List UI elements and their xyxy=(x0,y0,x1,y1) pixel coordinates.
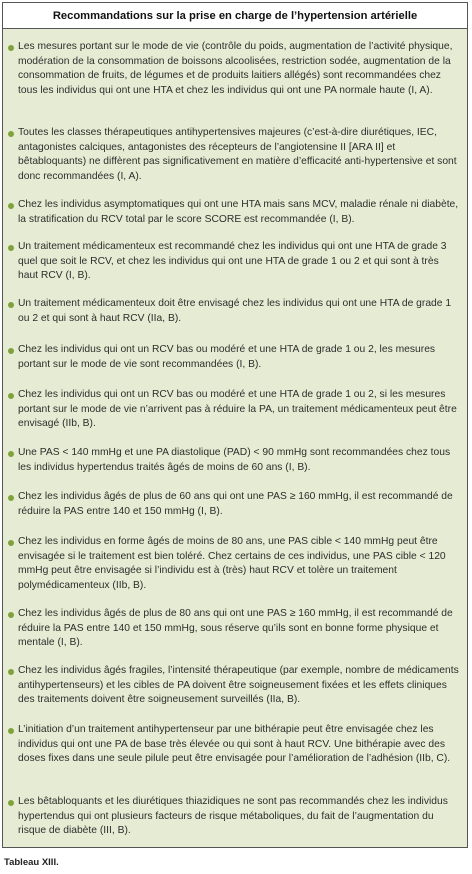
bullet-icon xyxy=(8,669,14,675)
list-item-text: Chez les individus asymptomatiques qui ont une HTA mais sans MCV, maladie rénale ni diabète, la stratification du RCV total par le score SCORE est recommandée (I, B). xyxy=(18,199,459,225)
bullet-icon xyxy=(8,495,14,501)
list-item xyxy=(8,490,459,519)
list-item-text: Chez les individus âgés fragiles, l’intensité thérapeutique (par exemple, nombre de médicaments antihypertenseurs) et les cibles de PA doivent être soigneusement fixées et les effets cliniques des traitements doivent être soigneusement surveillés (IIa, B). xyxy=(18,665,459,706)
list-item-text: Chez les individus qui ont un RCV bas ou modéré et une HTA de grade 1 ou 2, si les mesures portant sur le mode de vie n’arrivent pas à réduire la PA, un traitement médicamenteux peut être envisagé (IIb, B). xyxy=(18,389,457,430)
list-item xyxy=(8,343,459,372)
bullet-icon xyxy=(8,302,14,308)
bullet-icon xyxy=(8,45,14,51)
list-item xyxy=(8,126,459,184)
bullet-icon xyxy=(8,728,14,734)
bullet-icon xyxy=(8,203,14,209)
bullet-icon xyxy=(8,245,14,251)
list-item xyxy=(8,198,459,227)
list-item-text: Une PAS < 140 mmHg et une PA diastolique (PAD) < 90 mmHg sont recommandées chez tous les individus hypertendus traités âgés de moins de 60 ans (I, B). xyxy=(18,447,451,473)
list-item-text: Toutes les classes thérapeutiques antihypertensives majeures (c’est-à-dire diurétiques, IEC, antagonistes calciques, antagonistes des récepteurs de l’angiotensine II [ARA II] et bêtabloquants) ne diffèrent pas significativement en matière d’efficacité anti-hypertensive et sont donc recommandées (I, A). xyxy=(18,127,457,182)
list-item-text: Un traitement médicamenteux est recommandé chez les individus qui ont une HTA de grade 3 quel que soit le RCV, et chez les individus qui ont une HTA de grade 1 ou 2 et qui sont à très haut RCV (I, B). xyxy=(18,241,447,282)
list-item xyxy=(8,297,459,326)
bullet-icon xyxy=(8,800,14,806)
list-item-text: Chez les individus âgés de plus de 60 ans qui ont une PAS ≥ 160 mmHg, il est recommandé de réduire la PAS entre 140 et 150 mmHg (I, B). xyxy=(18,491,453,517)
recommendations-table xyxy=(2,2,468,848)
list-item-text: Chez les individus qui ont un RCV bas ou modéré et une HTA de grade 1 ou 2, les mesures portant sur le mode de vie sont recommandées (I, B). xyxy=(18,344,436,370)
bullet-icon xyxy=(8,393,14,399)
list-item xyxy=(8,723,459,767)
bullet-icon xyxy=(8,451,14,457)
list-item-text: L’initiation d’un traitement antihypertenseur par une bithérapie peut être envisagée chez les individus qui ont une PA de base très élevée ou qui sont à haut RCV. Une bithérapie avec des doses fixes dans une seule pilule peut être envisagée pour l’amélioration de l’adhésion (IIb, C). xyxy=(18,724,451,765)
list-item xyxy=(8,388,459,432)
list-item xyxy=(8,240,459,284)
list-item-text: Les mesures portant sur le mode de vie (contrôle du poids, augmentation de l’activité physique, modération de la consommation de boissons alcoolisées, restriction sodée, augmentation de la consommation de fruits, de légumes et de produits laitiers allégés) sont recommandées chez tous les individus qui ont une HTA et chez les individus qui ont une PA normale haute (I, A). xyxy=(18,41,453,96)
bullet-icon xyxy=(8,612,14,618)
list-item-text: Chez les individus âgés de plus de 80 ans qui ont une PAS ≥ 160 mmHg, il est recommandé de réduire la PAS entre 140 et 150 mmHg, sous réserve qu’ils sont en bonne forme physique et mentale (I, B). xyxy=(18,608,453,649)
list-item-text: Chez les individus en forme âgés de moins de 80 ans, une PAS cible < 140 mmHg peut être envisagée si le traitement est bien toléré. Chez certains de ces individus, une PAS cible < 120 mmHg peut être envisagée si l’individu est à (très) haut RCV et tolère un traitement polymédicamenteux (IIb, B). xyxy=(18,536,446,591)
list-item-text: Un traitement médicamenteux doit être envisagé chez les individus qui ont une HTA de grade 1 ou 2 et qui sont à haut RCV (IIa, B). xyxy=(18,298,452,324)
list-item xyxy=(8,535,459,593)
bullet-icon xyxy=(8,540,14,546)
table-caption: Tableau XIII. xyxy=(4,857,59,868)
list-item xyxy=(8,40,459,98)
table-title: Recommandations sur la prise en charge de l’hypertension artérielle xyxy=(3,3,467,29)
list-item xyxy=(8,664,459,708)
bullet-icon xyxy=(8,348,14,354)
list-item xyxy=(8,795,459,839)
list-item xyxy=(8,446,459,475)
bullet-icon xyxy=(8,131,14,137)
list-item-text: Les bêtabloquants et les diurétiques thiazidiques ne sont pas recommandés chez les individus hypertendus qui ont plusieurs facteurs de risque métaboliques, du fait de l’augmentation du risque de diabète (III, B). xyxy=(18,796,448,837)
list-item xyxy=(8,607,459,651)
